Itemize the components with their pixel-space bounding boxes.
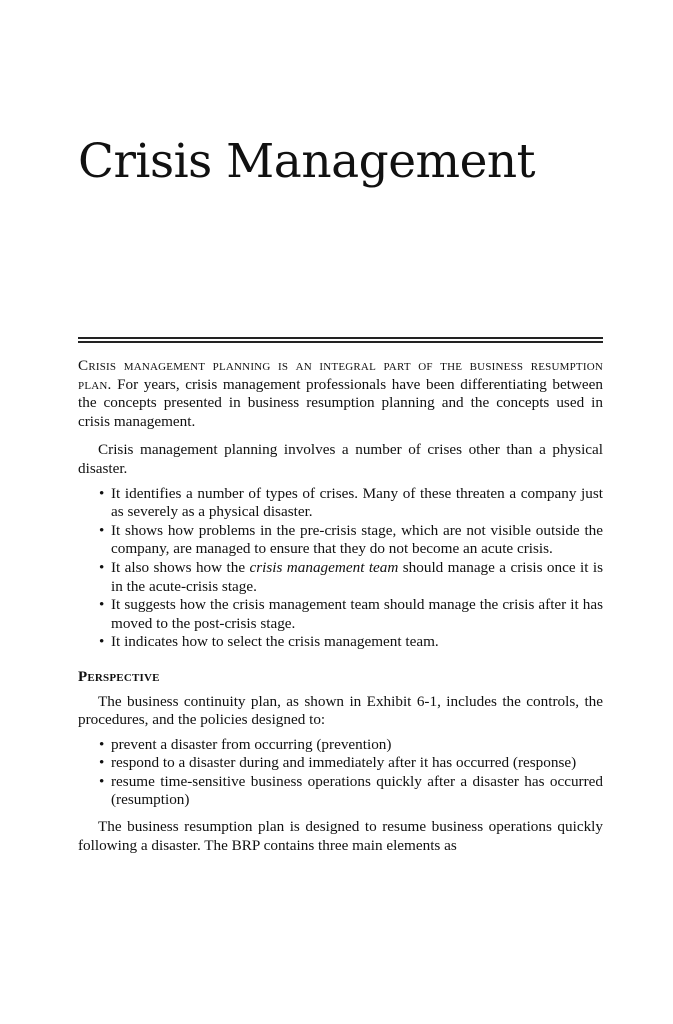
section-heading: Perspective <box>78 668 160 685</box>
list-item <box>99 596 603 633</box>
emphasis-term: crisis management team <box>249 558 399 576</box>
intro-paragraph <box>78 357 603 431</box>
list-item-text: It shows how problems in the pre-crisis stage, which are not visible outside the company, are managed to ensure that they do not become an acute crisis. <box>111 521 603 558</box>
document-page <box>78 0 603 1024</box>
bullet-icon: • <box>99 521 105 539</box>
list-item-text: It indicates how to select the crisis management team. <box>111 633 439 651</box>
paragraph-crisis-planning: Crisis management planning involves a number of crises other than a physical disaster. <box>78 441 603 477</box>
list-item <box>99 773 603 810</box>
bullet-icon: • <box>99 558 105 576</box>
list-item <box>99 559 603 596</box>
list-item-text: It also shows how the <box>111 558 250 576</box>
list-item-text: It suggests how the crisis management team should manage the crisis after it has moved to the post-crisis stage. <box>111 596 603 632</box>
bullet-icon: • <box>99 596 105 614</box>
intro-lead-caps: Crisis management planning is an integral part of the business resumption plan. <box>78 357 603 393</box>
crisis-bullet-list <box>78 485 603 652</box>
bullet-icon: • <box>99 754 105 772</box>
bullet-icon: • <box>99 772 105 790</box>
list-item-text: respond to a disaster during and immediately after it has occurred (response) <box>111 754 577 772</box>
list-item-text: resume time-sensitive business operations quickly after a disaster has occurred (resumption) <box>111 772 603 809</box>
list-item-text: should manage a crisis once it is in the acute-crisis stage. <box>111 558 603 595</box>
list-item-text: It identifies a number of types of crises. Many of these threaten a company just as severely as a physical disaster. <box>111 484 603 521</box>
bullet-icon: • <box>99 484 105 502</box>
chapter-title: Crisis Management <box>78 134 536 189</box>
continuity-bullet-list <box>78 736 603 810</box>
list-item <box>99 633 603 652</box>
paragraph-business-continuity: The business continuity plan, as shown in Exhibit 6-1, includes the controls, the procedures, and the policies designed to: <box>78 692 603 729</box>
body-text <box>78 357 603 855</box>
list-item <box>99 485 603 522</box>
bullet-icon: • <box>99 735 105 753</box>
list-item-text: prevent a disaster from occurring (prevention) <box>111 735 392 753</box>
list-item <box>99 736 603 755</box>
list-item <box>99 522 603 559</box>
list-item <box>99 754 603 773</box>
intro-lead-rest: For years, crisis management professionals have been differentiating between the concepts presented in business resumption planning and the concepts used in crisis management. <box>78 375 603 430</box>
bullet-icon: • <box>99 633 105 651</box>
double-rule-divider <box>78 337 603 343</box>
paragraph-business-resumption: The business resumption plan is designed to resume business operations quickly following a disaster. The BRP contains three main elements as <box>78 818 603 854</box>
